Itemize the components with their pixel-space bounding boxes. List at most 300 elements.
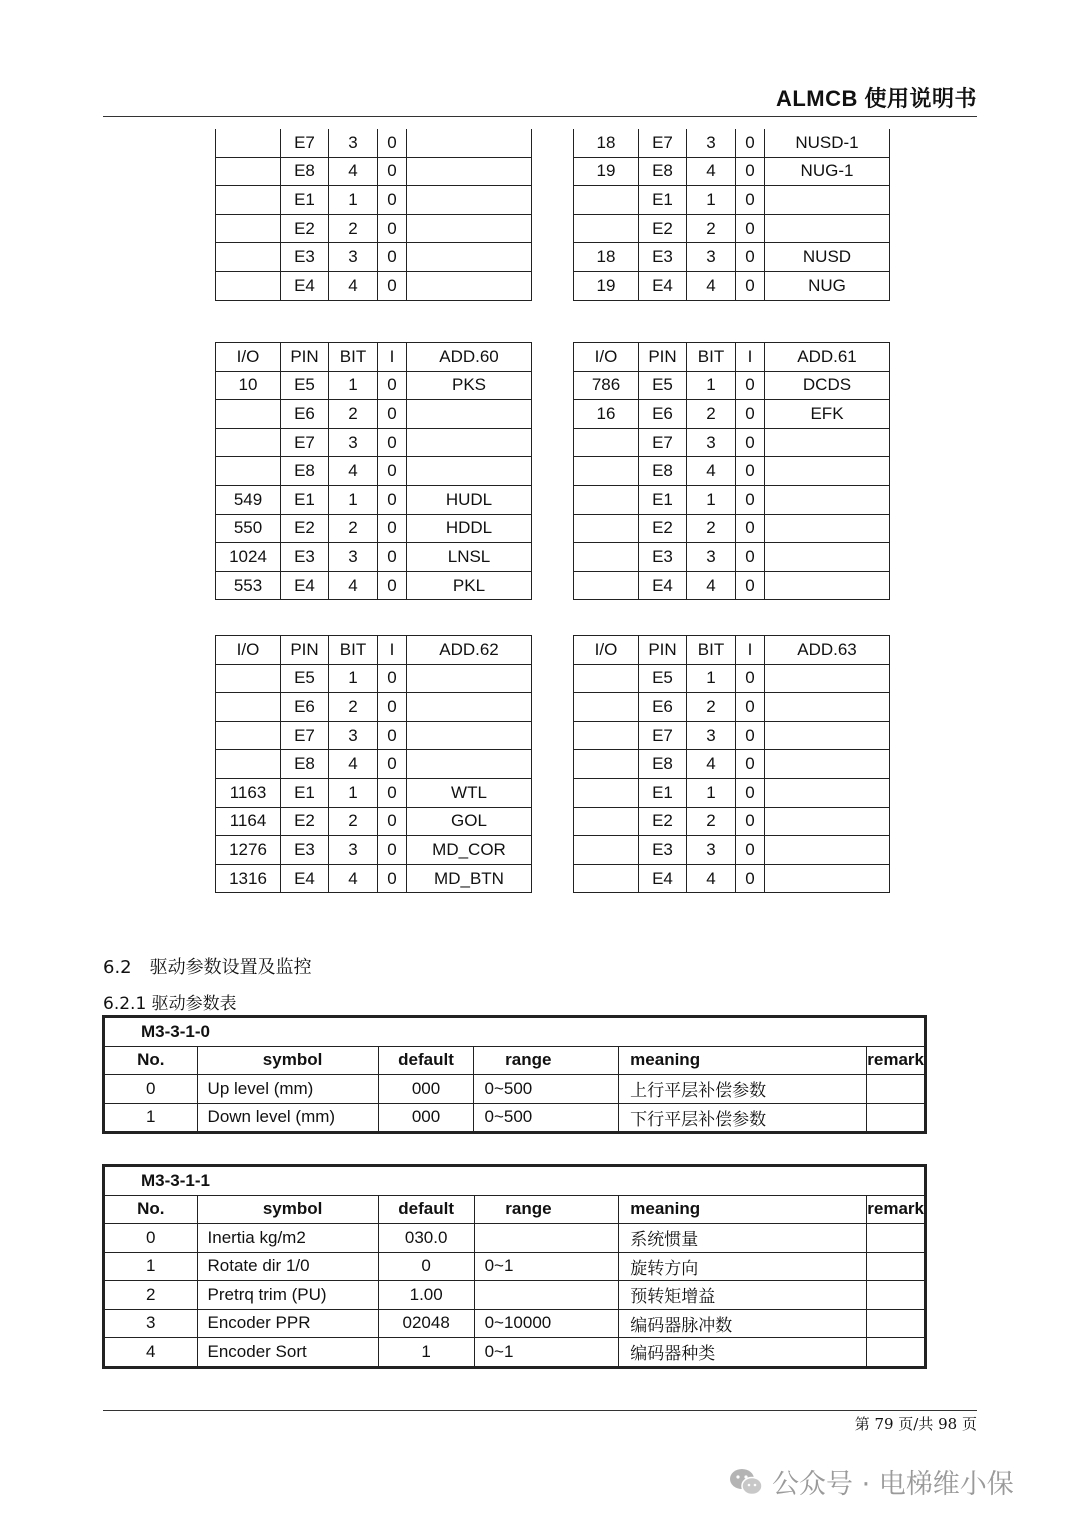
table-cell: I (378, 343, 407, 372)
table-cell (574, 514, 639, 543)
table-cell: 4 (687, 864, 736, 893)
table-cell: 553 (216, 571, 281, 600)
table-cell: 预转矩增益 (619, 1281, 867, 1310)
io-table-add62 (215, 635, 532, 893)
table-cell: 0 (378, 400, 407, 429)
table-cell: 3 (104, 1309, 198, 1338)
table-cell: 0 (378, 807, 407, 836)
table-cell (216, 721, 281, 750)
column-header: symbol (197, 1195, 378, 1224)
table-cell: 0 (736, 514, 765, 543)
param-table-m3-3-1-1 (102, 1164, 927, 1369)
table-cell (765, 543, 890, 572)
table-cell: 549 (216, 485, 281, 514)
table-row (216, 400, 532, 429)
table-cell: 0 (378, 186, 407, 215)
table-cell: 0~1 (474, 1338, 619, 1368)
page-number: 第 79 页/共 98 页 (854, 1415, 977, 1433)
table-cell (407, 750, 532, 779)
table-cell: E8 (281, 157, 329, 186)
table-cell (867, 1252, 926, 1281)
table-row (216, 157, 532, 186)
table-row (216, 721, 532, 750)
table-cell (216, 750, 281, 779)
table-row (104, 1103, 926, 1133)
column-header: remark (867, 1195, 926, 1224)
table-row (216, 807, 532, 836)
table-row (574, 457, 890, 486)
table-cell: 1 (329, 186, 378, 215)
table-cell (765, 807, 890, 836)
table-cell: PIN (639, 636, 687, 665)
table-cell: 0 (378, 485, 407, 514)
table-cell: 1164 (216, 807, 281, 836)
table-cell: PKL (407, 571, 532, 600)
table-cell (574, 571, 639, 600)
table-row (216, 778, 532, 807)
table-cell: 2 (329, 400, 378, 429)
table-cell: 0 (736, 457, 765, 486)
table-cell: ADD.62 (407, 636, 532, 665)
table-cell: HUDL (407, 485, 532, 514)
table-cell: 4 (687, 750, 736, 779)
table-cell: 1 (329, 778, 378, 807)
table-cell (574, 485, 639, 514)
table-cell: E1 (281, 186, 329, 215)
table-cell: E6 (639, 400, 687, 429)
table-row (216, 371, 532, 400)
table-cell: E6 (281, 400, 329, 429)
table-cell (216, 214, 281, 243)
table-cell: 1 (687, 664, 736, 693)
table-cell (765, 721, 890, 750)
table-row (574, 428, 890, 457)
table-cell: 1 (329, 371, 378, 400)
table-cell: 2 (687, 214, 736, 243)
table-cell: E8 (639, 750, 687, 779)
table-cell: 1 (687, 186, 736, 215)
table-cell: 编码器种类 (619, 1338, 867, 1368)
table-cell: 0~1 (474, 1252, 619, 1281)
table-cell: 1 (329, 485, 378, 514)
column-header: meaning (619, 1046, 867, 1075)
table-cell: E1 (281, 778, 329, 807)
table-row (216, 457, 532, 486)
table-cell (765, 514, 890, 543)
table-row (574, 214, 890, 243)
table-cell: BIT (329, 343, 378, 372)
table-row (216, 428, 532, 457)
table-cell: E2 (281, 807, 329, 836)
table-cell: 0 (736, 836, 765, 865)
table-cell: E1 (639, 186, 687, 215)
document-header-title: ALMCB 使用说明书 (775, 86, 977, 111)
table-cell: 0 (378, 214, 407, 243)
table-cell (765, 457, 890, 486)
table-cell: I/O (574, 636, 639, 665)
table-cell: 4 (329, 750, 378, 779)
table-cell: 19 (574, 271, 639, 300)
table-cell: 18 (574, 129, 639, 157)
table-cell: E5 (281, 371, 329, 400)
table-cell (407, 186, 532, 215)
table-row (104, 1309, 926, 1338)
table-cell (574, 457, 639, 486)
header-rule (103, 116, 977, 117)
table-cell (867, 1338, 926, 1368)
column-header: range (474, 1046, 619, 1075)
table-cell: 0 (736, 571, 765, 600)
table-cell: 0 (378, 243, 407, 272)
table-row (216, 514, 532, 543)
table-cell: 0 (736, 721, 765, 750)
table-cell (574, 750, 639, 779)
table-cell: WTL (407, 778, 532, 807)
table-row (104, 1252, 926, 1281)
table-cell: 1 (329, 664, 378, 693)
table-cell (765, 778, 890, 807)
table-cell (474, 1281, 619, 1310)
table-row (574, 807, 890, 836)
table-cell: 0 (736, 371, 765, 400)
table-row (574, 371, 890, 400)
table-cell: 16 (574, 400, 639, 429)
table-cell (216, 186, 281, 215)
table-cell: BIT (687, 343, 736, 372)
table-cell: 3 (687, 543, 736, 572)
table-cell: 4 (329, 864, 378, 893)
io-table-add61 (573, 342, 890, 600)
table-cell: NUSD (765, 243, 890, 272)
table-cell: E3 (281, 836, 329, 865)
table-cell: 0 (736, 129, 765, 157)
table-cell: E4 (281, 271, 329, 300)
table-header-row (574, 343, 890, 372)
table-cell: E3 (281, 243, 329, 272)
table-cell: 4 (329, 157, 378, 186)
table-cell: PIN (281, 343, 329, 372)
table-header-row (574, 636, 890, 665)
table-cell: 0 (378, 836, 407, 865)
table-cell: 2 (687, 807, 736, 836)
table-cell: 0 (378, 271, 407, 300)
table-row (216, 664, 532, 693)
wechat-icon (728, 1467, 764, 1497)
table-cell (216, 457, 281, 486)
table-cell: 0 (378, 721, 407, 750)
table-cell: 0~500 (474, 1103, 619, 1133)
table-cell: 1 (687, 778, 736, 807)
table-title: M3-3-1-1 (104, 1166, 926, 1196)
column-header: No. (104, 1195, 198, 1224)
table-cell (765, 664, 890, 693)
table-cell: 3 (329, 836, 378, 865)
table-cell: 0 (378, 693, 407, 722)
table-cell: I (736, 636, 765, 665)
table-cell: DCDS (765, 371, 890, 400)
table-cell (216, 129, 281, 157)
table-cell: 1024 (216, 543, 281, 572)
table-cell (765, 836, 890, 865)
table-cell: 4 (329, 571, 378, 600)
table-cell: E4 (281, 571, 329, 600)
table-row (216, 836, 532, 865)
table-cell: PIN (639, 343, 687, 372)
table-row (216, 243, 532, 272)
table-cell: NUG-1 (765, 157, 890, 186)
table-cell: 2 (329, 514, 378, 543)
table-cell: BIT (329, 636, 378, 665)
footer-rule (103, 1410, 977, 1411)
table-cell: I/O (216, 636, 281, 665)
table-cell: 0 (378, 864, 407, 893)
table-cell: E7 (281, 129, 329, 157)
table-cell: 19 (574, 157, 639, 186)
param-table-m3-3-1-0 (102, 1015, 927, 1134)
table-cell: 4 (329, 457, 378, 486)
table-cell: EFK (765, 400, 890, 429)
table-row (574, 129, 890, 157)
table-cell (574, 864, 639, 893)
table-cell: 0 (378, 778, 407, 807)
table-cell: NUG (765, 271, 890, 300)
table-cell: E1 (639, 778, 687, 807)
table-cell: E2 (281, 214, 329, 243)
table-cell: 1 (378, 1338, 474, 1368)
io-table-continued-right (573, 129, 890, 301)
table-cell (574, 186, 639, 215)
table-cell: 3 (687, 428, 736, 457)
table-cell (407, 214, 532, 243)
table-cell: 10 (216, 371, 281, 400)
table-cell: 3 (329, 721, 378, 750)
table-cell (867, 1075, 926, 1104)
table-row (574, 750, 890, 779)
table-cell: Inertia kg/m2 (197, 1224, 378, 1253)
table-cell: 0 (378, 543, 407, 572)
table-cell: I (736, 343, 765, 372)
table-cell (574, 543, 639, 572)
table-cell: Down level (mm) (197, 1103, 378, 1133)
table-cell: 0 (378, 571, 407, 600)
table-cell: ADD.61 (765, 343, 890, 372)
table-cell: 0 (736, 214, 765, 243)
table-row (216, 214, 532, 243)
table-cell: 0 (736, 778, 765, 807)
table-row (216, 186, 532, 215)
table-cell (216, 400, 281, 429)
table-cell: E6 (281, 693, 329, 722)
table-cell: E4 (639, 271, 687, 300)
table-cell: E6 (639, 693, 687, 722)
table-row (104, 1338, 926, 1368)
table-cell: GOL (407, 807, 532, 836)
table-cell: 2 (687, 693, 736, 722)
table-cell: 编码器脉冲数 (619, 1309, 867, 1338)
table-cell: E3 (639, 836, 687, 865)
table-cell: E7 (639, 428, 687, 457)
table-cell: LNSL (407, 543, 532, 572)
table-header-row (216, 636, 532, 665)
table-row (216, 271, 532, 300)
table-cell: 1 (687, 371, 736, 400)
column-header: remark (867, 1046, 926, 1075)
table-cell: 0 (736, 157, 765, 186)
table-cell: MD_BTN (407, 864, 532, 893)
table-cell: 0 (378, 428, 407, 457)
table-cell (765, 864, 890, 893)
table-cell: 0 (378, 129, 407, 157)
table-row (574, 485, 890, 514)
section-heading-6-2-1: 6.2.1 驱动参数表 (103, 994, 237, 1014)
table-cell: 0 (736, 243, 765, 272)
table-row (574, 693, 890, 722)
table-cell (765, 214, 890, 243)
table-cell (216, 243, 281, 272)
table-cell: 0 (378, 157, 407, 186)
table-cell: 0 (736, 428, 765, 457)
table-row (574, 243, 890, 272)
table-cell: 0 (736, 864, 765, 893)
table-cell: 0 (378, 1252, 474, 1281)
table-cell: 2 (329, 693, 378, 722)
column-header: default (378, 1046, 474, 1075)
table-cell (407, 271, 532, 300)
table-cell (407, 400, 532, 429)
table-row (216, 485, 532, 514)
io-table-add63 (573, 635, 890, 893)
table-cell (574, 807, 639, 836)
table-cell: 1276 (216, 836, 281, 865)
table-cell (574, 428, 639, 457)
table-cell: 000 (378, 1103, 474, 1133)
watermark (728, 1462, 1014, 1501)
table-cell: 1 (104, 1103, 198, 1133)
table-cell: 2 (104, 1281, 198, 1310)
table-cell (867, 1309, 926, 1338)
table-title-row (104, 1166, 926, 1196)
table-row (574, 664, 890, 693)
table-cell: E1 (639, 485, 687, 514)
table-cell (574, 721, 639, 750)
table-cell: 4 (687, 157, 736, 186)
table-cell: 0 (378, 750, 407, 779)
table-row (216, 129, 532, 157)
table-cell (765, 485, 890, 514)
table-cell (407, 721, 532, 750)
table-cell: E4 (281, 864, 329, 893)
table-cell: I (378, 636, 407, 665)
table-row (574, 864, 890, 893)
table-cell: 下行平层补偿参数 (619, 1103, 867, 1133)
table-cell: 0~500 (474, 1075, 619, 1104)
table-cell: 2 (329, 807, 378, 836)
table-cell (407, 457, 532, 486)
table-cell: E8 (639, 457, 687, 486)
table-cell (765, 750, 890, 779)
column-header: range (474, 1195, 619, 1224)
table-row (216, 571, 532, 600)
table-cell: 2 (687, 514, 736, 543)
table-cell: MD_COR (407, 836, 532, 865)
table-row (216, 693, 532, 722)
table-cell: 0 (736, 664, 765, 693)
table-cell: 0 (736, 693, 765, 722)
table-row (574, 836, 890, 865)
table-row (574, 543, 890, 572)
table-cell (216, 271, 281, 300)
table-cell: E3 (639, 243, 687, 272)
table-cell (407, 428, 532, 457)
table-cell: 4 (687, 457, 736, 486)
table-cell: 0 (378, 514, 407, 543)
table-cell: E4 (639, 864, 687, 893)
table-cell (407, 664, 532, 693)
section-heading-6-2: 6.2 驱动参数设置及监控 (103, 957, 312, 978)
table-cell (216, 428, 281, 457)
table-cell: 786 (574, 371, 639, 400)
table-header-row (216, 343, 532, 372)
table-cell: E7 (639, 721, 687, 750)
table-row (574, 186, 890, 215)
table-cell: Pretrq trim (PU) (197, 1281, 378, 1310)
table-cell: E2 (639, 807, 687, 836)
table-cell: E8 (639, 157, 687, 186)
table-cell: 030.0 (378, 1224, 474, 1253)
table-cell: 0 (736, 186, 765, 215)
table-row (574, 778, 890, 807)
table-cell: E7 (281, 428, 329, 457)
table-cell: Encoder PPR (197, 1309, 378, 1338)
table-cell (765, 186, 890, 215)
table-cell: 0 (736, 271, 765, 300)
table-cell: 上行平层补偿参数 (619, 1075, 867, 1104)
table-cell: E7 (281, 721, 329, 750)
table-cell: E3 (281, 543, 329, 572)
table-row (574, 400, 890, 429)
table-cell: 4 (104, 1338, 198, 1368)
table-cell: E7 (639, 129, 687, 157)
table-cell: 旋转方向 (619, 1252, 867, 1281)
table-cell: 0 (378, 457, 407, 486)
table-cell: 1 (104, 1252, 198, 1281)
table-cell: 0 (736, 807, 765, 836)
table-cell: 2 (687, 400, 736, 429)
table-cell: PKS (407, 371, 532, 400)
table-cell: 0~10000 (474, 1309, 619, 1338)
table-row (216, 543, 532, 572)
table-cell: 3 (687, 129, 736, 157)
table-cell (407, 129, 532, 157)
table-cell (474, 1224, 619, 1253)
table-cell: E2 (639, 214, 687, 243)
table-cell: E2 (281, 514, 329, 543)
table-cell: NUSD-1 (765, 129, 890, 157)
table-cell: 4 (687, 271, 736, 300)
table-cell: 系统惯量 (619, 1224, 867, 1253)
table-cell (574, 214, 639, 243)
table-title-row (104, 1017, 926, 1047)
table-row (104, 1224, 926, 1253)
table-cell (574, 778, 639, 807)
table-cell: E2 (639, 514, 687, 543)
table-cell (407, 243, 532, 272)
table-cell (765, 693, 890, 722)
watermark-text: 公众号 · 电梯维小保 (772, 1469, 1014, 1500)
table-title: M3-3-1-0 (104, 1017, 926, 1047)
table-header-row (104, 1195, 926, 1224)
table-cell: 3 (329, 428, 378, 457)
